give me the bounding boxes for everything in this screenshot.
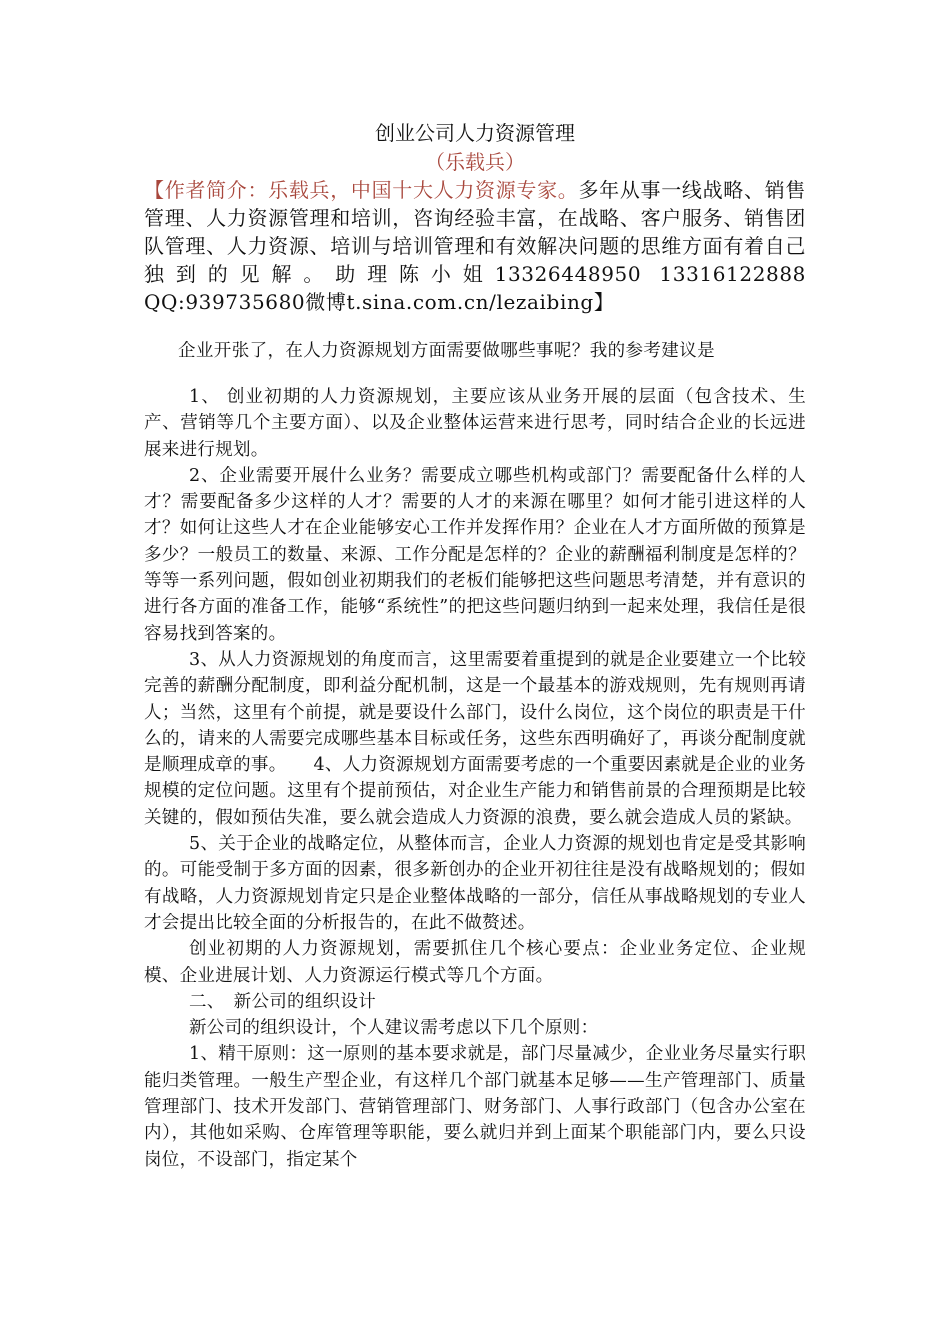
document-body [144,118,806,1173]
body-paragraph: 1、精干原则：这一原则的基本要求就是，部门尽量减少，企业业务尽量实行职能归类管理。一般生产型企业，有这样几个部门就基本足够——生产管理部门、质量管理部门、技术开发部门、营销管理部门、财务部门、人事行政部门（包含办公室在内），其他如采购、仓库管理等职能，要么就归并到上面某个职能部门内，要么只设岗位，不设部门，指定某个 [144,1044,806,1170]
body-paragraph: 5、关于企业的战略定位，从整体而言，企业人力资源的规划也肯定是受其影响的。可能受制于多方面的因素，很多新创办的企业开初往往是没有战略规划的；假如有战略，人力资源规划肯定只是企业整体战略的一部分，信任从事战略规划的专业人才会提出比较全面的分析报告的，在此不做赘述。 [144,834,806,933]
lead-paragraph: 企业开张了，在人力资源规划方面需要做哪些事呢？我的参考建议是 [178,341,715,361]
body-paragraph: 2、企业需要开展什么业务？需要成立哪些机构或部门？需要配备什么样的人才？需要配备多少这样的人才？需要的人才的来源在哪里？如何才能引进这样的人才？如何让这些人才在企业能够安心工作并发挥作用？企业在人才方面所做的预算是多少？一般员工的数量、来源、工作分配是怎样的？企业的薪酬福利制度是怎样的？等等一系列问题，假如创业初期我们的老板们能够把这些问题思考清楚，并有意识的进行各方面的准备工作，能够“系统性”的把这些问题归纳到一起来处理，我信任是很容易找到答案的。 [144,465,806,644]
body-paragraph: 新公司的组织设计，个人建议需考虑以下几个原则： [189,1018,599,1039]
document-title: 创业公司人力资源管理 [375,121,575,145]
author-intro-highlight: 【作者简介：乐载兵，中国十大人力资源专家。 [144,178,579,202]
body-paragraph: 3、从人力资源规划的角度而言，这里需要着重提到的就是企业要建立一个比较完善的薪酬分配制度，即利益分配机制，这是一个最基本的游戏规则，先有规则再请人；当然，这里有个前提，就是要设什么部门，设什么岗位，这个岗位的职责是干什么的，请来的人需要完成哪些基本目标或任务，这些东西明确好了，再谈分配制度就是顺理成章的事。 4、人力资源规划方面需要考虑的一个重要因素就是企业的业务规模的定位问题。这里有个提前预估，对企业生产能力和销售前景的合理预期是比较关键的，假如预估失准，要么就会造成人力资源的浪费，要么就会造成人员的紧缺。 [144,649,806,828]
section-heading: 二、 新公司的组织设计 [189,991,377,1012]
author-intro-text: 多年从事一线战略、销售管理、人力资源管理和培训，咨询经验丰富，在战略、客户服务、销售团队管理、人力资源、培训与培训管理和有效解决问题的思维方面有着自己独到的见解。助理陈小姐13326448950 13316122888 QQ:939735680微博t.sina.com.cn/lezaibing】 [144,178,806,314]
author-intro [144,176,806,316]
body-paragraph: 创业初期的人力资源规划，需要抓住几个核心要点：企业业务定位、企业规模、企业进展计划、人力资源运行模式等几个方面。 [144,939,806,986]
body-paragraph: 1、 创业初期的人力资源规划，主要应该从业务开展的层面（包含技术、生产、营销等几个主要方面）、以及企业整体运营来进行思考，同时结合企业的长远进展来进行规划。 [144,387,806,460]
author-line: （乐载兵） [425,150,525,174]
